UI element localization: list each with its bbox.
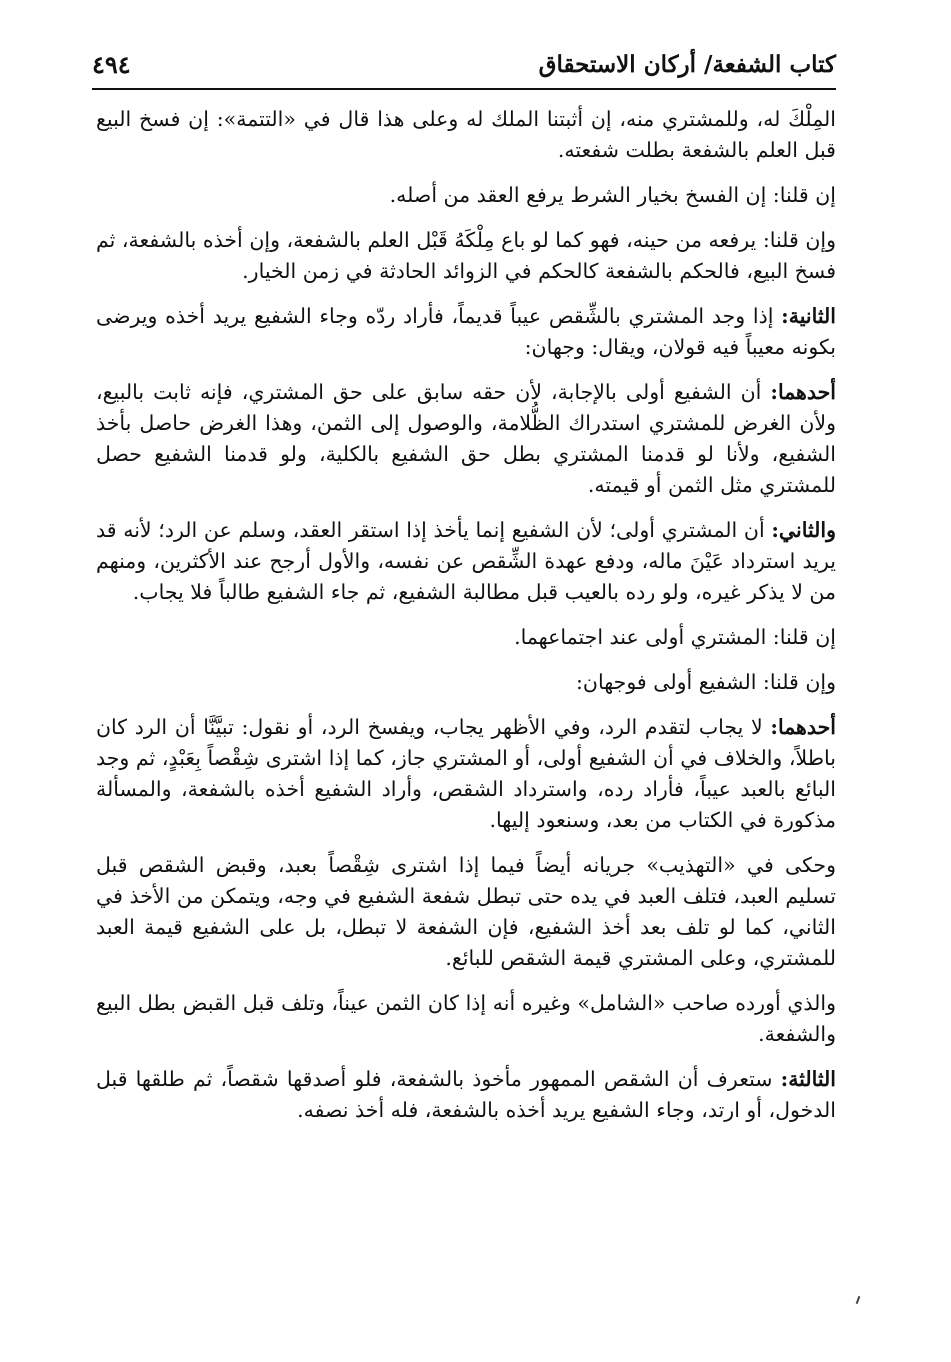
paragraph xyxy=(96,377,836,501)
paragraph xyxy=(96,515,836,608)
scan-mark xyxy=(856,1296,861,1304)
paragraph xyxy=(96,301,836,363)
paragraph-text: إن قلنا: إن الفسخ بخيار الشرط يرفع العقد من أصله. xyxy=(389,183,836,207)
paragraph xyxy=(96,988,836,1050)
paragraph-text: وإن قلنا: يرفعه من حينه، فهو كما لو باع مِلْكَهُ قَبْل العلم بالشفعة، وإن أخذه بالشفعة، ثم فسخ البيع، فالحكم بالشفعة كالحكم في الزوائد الحادثة في زمن الخيار. xyxy=(96,228,836,283)
paragraph-text: المِلْكَ له، وللمشتري منه، إن أثبتنا الملك له وعلى هذا قال في «التتمة»: إن فسخ البيع قبل العلم بالشفعة بطلت شفعته. xyxy=(96,107,836,162)
paragraph xyxy=(96,667,836,698)
header-rule xyxy=(92,88,836,90)
paragraph xyxy=(96,180,836,211)
paragraph-text: أن المشتري أولى؛ لأن الشفيع إنما يأخذ إذا استقر العقد، وسلم عن الرد؛ لأنه قد يريد استرداد عَيْنَ ماله، ودفع عهدة الشِّقص عن نفسه، والأول أرجح عند الأكثرين، ومنهم من لا يذكر غيره، ولو رده بالعيب قبل مطالبة الشفيع، ثم جاء الشفيع طالباً فلا يجاب. xyxy=(96,518,836,604)
paragraph-lead: أحدهما: xyxy=(770,715,836,739)
paragraph-lead: الثالثة: xyxy=(780,1067,836,1091)
paragraph xyxy=(96,1064,836,1126)
paragraph-text: ستعرف أن الشقص الممهور مأخوذ بالشفعة، فلو أصدقها شقصاً، ثم طلقها قبل الدخول، أو ارتد، وجاء الشفيع يريد أخذه بالشفعة، فله أخذ نصفه. xyxy=(96,1067,836,1122)
paragraph-lead: والثاني: xyxy=(771,518,836,542)
paragraph xyxy=(96,225,836,287)
body-text xyxy=(96,104,836,1140)
paragraph-text: والذي أورده صاحب «الشامل» وغيره أنه إذا كان الثمن عيناً، وتلف قبل القبض بطل البيع والشفعة. xyxy=(96,991,836,1046)
paragraph xyxy=(96,104,836,166)
paragraph-text: وحكى في «التهذيب» جريانه أيضاً فيما إذا اشترى شِقْصاً بعبد، وقبض الشقص قبل تسليم العبد، فتلف العبد في يده حتى تبطل شفعة الشفيع في وجه، ويتمكن من الأخذ في الثاني، كما لو تلف بعد أخذ الشفيع، فإن الشفعة لا تبطل، بل على الشفيع قيمة العبد للمشتري، وعلى المشتري قيمة الشقص للبائع. xyxy=(96,853,836,970)
paragraph xyxy=(96,622,836,653)
paragraph-lead: الثانية: xyxy=(781,304,836,328)
running-head xyxy=(92,46,836,80)
paragraph-text: لا يجاب لتقدم الرد، وفي الأظهر يجاب، ويفسخ الرد، أو نقول: تبيَّنَّا أن الرد كان باطلاً، والخلاف في أن الشفيع أولى، أو المشتري جاز، كما إذا اشترى شِقْصاً بِعَبْدٍ، ثم وجد البائع بالعبد عيباً، فأراد رده، واسترداد الشقص، وأراد الشفيع أخذه بالشفعة، والمسألة مذكورة في الكتاب من بعد، وسنعود إليها. xyxy=(96,715,836,832)
paragraph-text: أن الشفيع أولى بالإجابة، لأن حقه سابق على حق المشتري، فإنه ثابت بالبيع، ولأن الغرض للمشتري استدراك الظُّلامة، والوصول إلى الثمن، وهذا الغرض حاصل بأخذ الشفيع، ولأنا لو قدمنا المشتري بطل حق الشفيع بالكلية، ولو قدمنا الشفيع حصل للمشتري مثل الثمن أو قيمته. xyxy=(96,380,836,497)
book-title: كتاب الشفعة/ أركان الاستحقاق xyxy=(538,51,836,78)
paragraph-text: وإن قلنا: الشفيع أولى فوجهان: xyxy=(576,670,836,694)
paragraph xyxy=(96,712,836,836)
paragraph-lead: أحدهما: xyxy=(770,380,836,404)
paragraph xyxy=(96,850,836,974)
paragraph-text: إذا وجد المشتري بالشِّقص عيباً قديماً، فأراد ردّه وجاء الشفيع يريد أخذه ويرضى بكونه معيباً فيه قولان، ويقال: وجهان: xyxy=(96,304,836,359)
paragraph-text: إن قلنا: المشتري أولى عند اجتماعهما. xyxy=(514,625,836,649)
page-number: ٤٩٤ xyxy=(92,50,131,79)
